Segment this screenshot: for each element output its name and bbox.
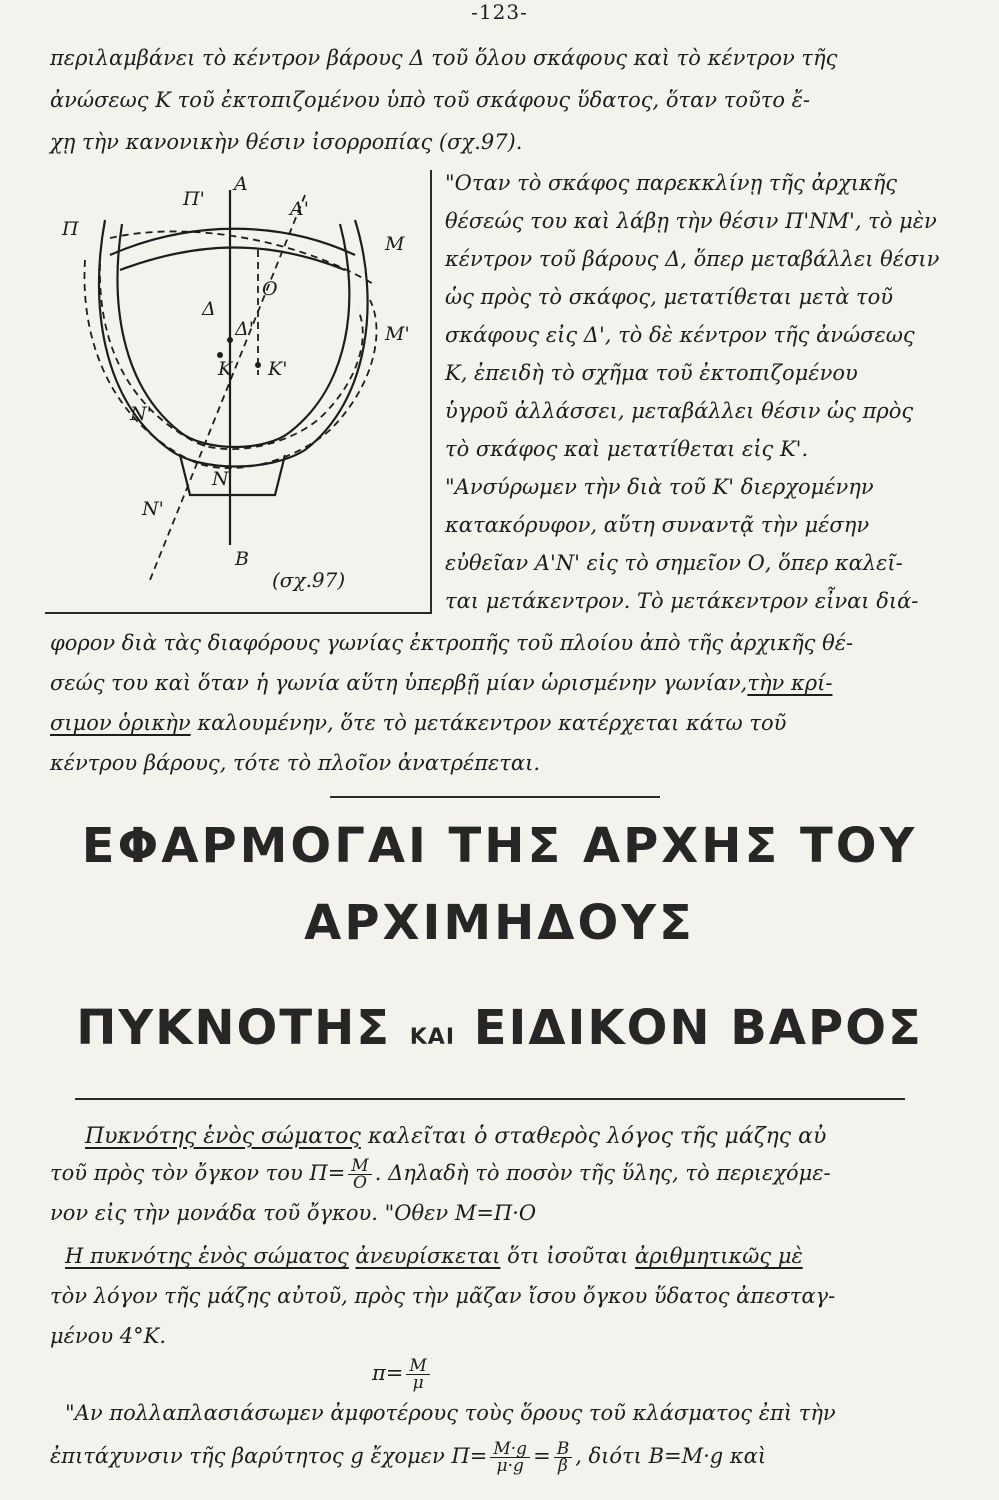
density-line-3: νον εἰς τὴν μονάδα τοῦ ὄγκου. "Οθεν Μ=Π·Ο xyxy=(50,1201,537,1225)
heading-applications: ΕΦΑΡΜΟΓΑΙ ΤΗΣ ΑΡΧΗΣ ΤΟΥ xyxy=(81,818,918,874)
density-formula: π= $\frac{M}{\mu}$ xyxy=(372,1355,433,1392)
fraction-density: $\frac{M}{\mu}$ xyxy=(406,1358,429,1391)
term-critical-cont: σιμον ὁρικὴν xyxy=(50,711,191,735)
side-line-9: "Ανσύρωμεν τὴν διὰ τοῦ Κ' διερχομένην xyxy=(445,475,874,499)
heading-density: ΠΥΚΝΟΤΗΣ ΚΑΙ ΕΙΔΙΚΟΝ ΒΑΡΟΣ xyxy=(76,1000,923,1056)
term-critical: τὴν κρί- xyxy=(747,671,833,695)
side-line-11: εὐθεῖαν Α'Ν' εἰς τὸ σημεῖον Ο, ὅπερ καλεῖ- xyxy=(445,551,903,575)
full-line-4: κέντρου βάρους, τότε τὸ πλοῖον ἀνατρέπεται. xyxy=(50,751,541,775)
side-line-7: ὑγροῦ ἀλλάσσει, μεταβάλλει θέσιν ὡς πρὸς xyxy=(445,399,914,423)
side-line-5: σκάφους εἰς Δ', τὸ δὲ κέντρον τῆς ἀνώσεως xyxy=(445,323,915,347)
side-line-1: "Οταν τὸ σκάφος παρεκκλίνῃ τῆς ἀρχικῆς xyxy=(445,171,898,195)
label-K: K xyxy=(218,358,233,380)
heading-archimedes: ΑΡΧΙΜΗΔΟΥΣ xyxy=(304,895,695,951)
density-line-5: τὸν λόγον τῆς μάζης αὐτοῦ, πρὸς τὴν μᾶζαν ἴσου ὄγκου ὕδατος ἀπεσταγ- xyxy=(50,1284,836,1308)
density-line-4: Η πυκνότης ἑνὸς σώματος ἀνευρίσκεται ὅτι ἰσοῦται ἀριθμητικῶς μὲ xyxy=(65,1244,803,1268)
fraction-weight: $\frac{B}{\beta}$ xyxy=(554,1441,573,1474)
figure-rule-side xyxy=(430,170,432,614)
side-line-2: θέσεώς του καὶ λάβῃ τὴν θέσιν Π'ΝΜ', τὸ μὲν xyxy=(445,209,937,233)
full-line-1: φορον διὰ τὰς διαφόρους γωνίας ἐκτροπῆς τοῦ πλοίου ἀπὸ τῆς ἀρχικῆς θέ- xyxy=(50,631,854,655)
label-O: O xyxy=(262,278,278,300)
side-line-6: Κ, ἐπειδὴ τὸ σχῆμα τοῦ ἐκτοπιζομένου xyxy=(445,361,858,385)
density-line-7: "Αν πολλαπλασιάσωμεν ἀμφοτέρους τοὺς ὅρους τοῦ κλάσματος ἐπὶ τὴν xyxy=(65,1401,836,1425)
density-line-1: Πυκνότης ἑνὸς σώματος καλεῖται ὁ σταθερὸς λόγος τῆς μάζης αὐ xyxy=(85,1124,827,1149)
density-line-6: μένου 4°Κ. xyxy=(50,1324,166,1348)
label-P-prime: Π' xyxy=(183,188,205,210)
label-D-prime: Δ' xyxy=(235,318,254,340)
fraction-mass-volume: $\frac{M}{O}$ xyxy=(348,1158,371,1191)
full-line-2: σεώς του καὶ ὅταν ἡ γωνία αὕτη ὑπερβῇ μίαν ὡρισμένην γωνίαν,τὴν κρί- xyxy=(50,671,833,695)
ship-stability-diagram xyxy=(40,160,435,620)
side-line-8: τὸ σκάφος καὶ μετατίθεται εἰς Κ'. xyxy=(445,437,809,461)
intro-line-3: χῃ τὴν κανονικὴν θέσιν ἰσορροπίας (σχ.97). xyxy=(50,130,523,154)
heading-rule xyxy=(75,1098,905,1100)
label-N-prime-lower: N' xyxy=(142,498,164,520)
figure-caption: (σχ.97) xyxy=(272,568,346,592)
side-line-4: ὡς πρὸς τὸ σκάφος, μετατίθεται μετὰ τοῦ xyxy=(445,285,894,309)
full-line-3: σιμον ὁρικὴν καλουμένην, ὅτε τὸ μετάκεντρον κατέρχεται κάτω τοῦ xyxy=(50,711,787,735)
side-line-3: κέντρον τοῦ βάρους Δ, ὅπερ μεταβάλλει θέσιν xyxy=(445,247,940,271)
label-M-prime: M' xyxy=(385,323,410,345)
page-number: -123- xyxy=(471,0,528,24)
label-D: Δ xyxy=(202,298,216,320)
density-line-2: τοῦ πρὸς τὸν ὄγκον του Π= $\frac{M}{O}$ . Δηλαδὴ τὸ ποσὸν τῆς ὕλης, τὸ περιεχόμε- xyxy=(50,1156,831,1193)
label-N-prime: N' xyxy=(130,403,152,425)
label-N: N xyxy=(212,468,229,490)
density-line-8: ἐπιτάχυνσιν τῆς βαρύτητος g ἔχομεν Π= $\frac{M\cdot g}{\mu\cdot g}$ = $\frac{B}{\beta}$ , διότι Β=Μ·g καὶ xyxy=(50,1439,767,1476)
label-M: M xyxy=(385,233,405,255)
label-P: Π xyxy=(62,218,79,240)
section-rule xyxy=(330,796,660,798)
intro-line-1: περιλαμβάνει τὸ κέντρον βάρους Δ τοῦ ὅλου σκάφους καὶ τὸ κέντρον τῆς xyxy=(50,46,838,70)
figure-rule-bottom xyxy=(45,612,430,614)
side-line-12: ται μετάκεντρον. Τὸ μετάκεντρον εἶναι διά- xyxy=(445,589,919,613)
fraction-mg: $\frac{M\cdot g}{\mu\cdot g}$ xyxy=(490,1441,530,1474)
intro-line-2: ἀνώσεως Κ τοῦ ἐκτοπιζομένου ὑπὸ τοῦ σκάφους ὕδατος, ὅταν τοῦτο ἔ- xyxy=(50,88,811,112)
label-A: A xyxy=(234,173,248,195)
side-line-10: κατακόρυφον, αὕτη συναντᾷ τὴν μέσην xyxy=(445,513,870,537)
label-K-prime: K' xyxy=(268,358,288,380)
label-A-prime: A' xyxy=(290,198,309,220)
label-B: B xyxy=(235,548,249,570)
